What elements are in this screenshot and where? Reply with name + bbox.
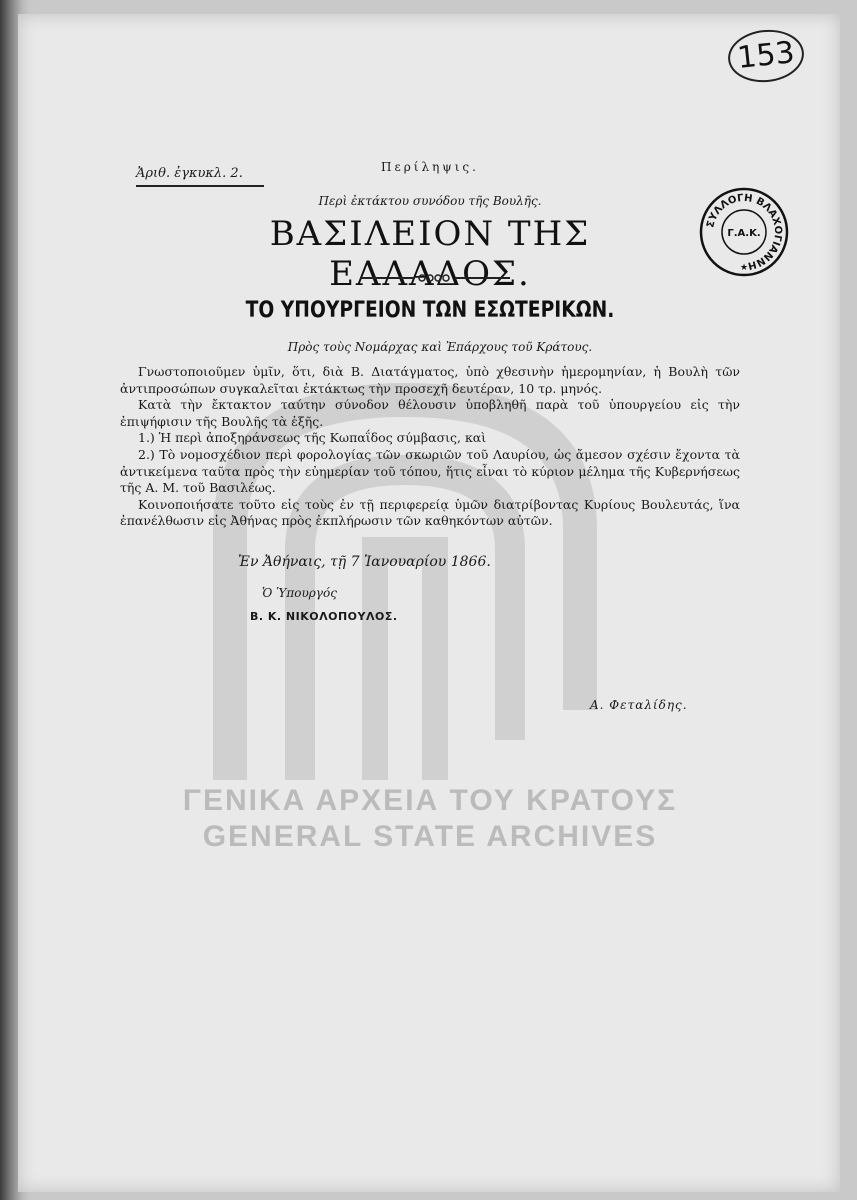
kingdom-title: ΒΑΣΙΛΕΙΟΝ ΤΗΣ ΕΛΛΑΔΟΣ.	[269, 214, 591, 294]
dateline: Ἐν Ἀθήναις, τῇ 7 Ἰανουαρίου 1866.	[238, 554, 491, 570]
watermark-english: GENERAL STATE ARCHIVES	[202, 820, 658, 853]
ministry-title: ΤΟ ΥΠΟΥΡΓΕΙΟΝ ΤΩΝ ΕΣΩΤΕΡΙΚΩΝ.	[245, 298, 615, 323]
summary-heading: Περίληψις.	[381, 160, 479, 174]
archive-stamp	[698, 186, 790, 278]
stamp-ring-text: ΣΥΛΛΟΓΗ ΒΛΑΧΟΓΙΑΝΝΗ	[705, 192, 784, 271]
minister-title: Ὁ Ὑπουργός	[262, 586, 337, 600]
summary-text: Περὶ ἐκτάκτου συνόδου τῆς Βουλῆς.	[318, 194, 542, 208]
watermark-greek: ΓΕΝΙΚΑ ΑΡΧΕΙΑ ΤΟΥ ΚΡΑΤΟΥΣ	[182, 784, 678, 817]
circular-number: Ἀριθ. ἐγκυκλ. 2.	[136, 166, 264, 187]
page-number-mark: 153	[725, 26, 806, 86]
divider-ornament	[360, 269, 510, 287]
addressee-line: Πρὸς τοὺς Νομάρχας καὶ Ἐπάρχους τοῦ Κράτους.	[287, 340, 593, 354]
body-paragraph-1: Γνωστοποιοῦμεν ὑμῖν, ὅτι, διὰ Β. Διατάγματος, ὑπὸ χθεσινὴν ἡμερομηνίαν, ἡ Βουλὴ τῶν ἀντιπροσώπων συγκαλεῖται ἐκτάκτως τὴν προσεχῆ δευτέραν, 10 τρ. μηνός.	[120, 364, 740, 396]
stamp-star-icon: ★	[739, 263, 749, 273]
body-paragraph-3: Κοινοποιήσατε τοῦτο εἰς τοὺς ἐν τῇ περιφερείᾳ ὑμῶν διατρίβοντας Κυρίους Βουλευτάς, ἵνα ἐπανέλθωσιν εἰς Ἀθήνας πρὸς ἐκπλήρωσιν τῶν καθηκόντων αὐτῶν.	[120, 496, 740, 529]
circular-body	[120, 364, 740, 530]
stamp-center-text: Γ.Α.Κ.	[727, 228, 761, 239]
body-item-2: 2.) Τὸ νομοσχέδιον περὶ φορολογίας τῶν σκωριῶν τοῦ Λαυρίου, ὡς ἄμεσον σχέσιν ἔχοντα τὰ ἀντικείμενα ταῦτα πρὸς τὴν εὐημερίαν τοῦ τόπου, ἥτις εἶναι τὸ κύριον μέλημα τῆς Κυβερνήσεως τῆς Α. Μ. τοῦ Βασιλέως.	[120, 446, 740, 496]
body-item-1: 1.) Ἡ περὶ ἀποξηράνσεως τῆς Κωπαΐδος σύμβασις, καὶ	[138, 430, 487, 446]
body-paragraph-2: Κατὰ τὴν ἔκτακτον ταύτην σύνοδον θέλουσιν ὑποβληθῆ παρὰ τοῦ ὑπουργείου εἰς τὴν ἐπιψήφισιν τῆς Βουλῆς τὰ ἑξῆς.	[120, 397, 740, 429]
minister-name: Β. Κ. ΝΙΚΟΛΟΠΟΥΛΟΣ.	[250, 610, 398, 623]
watermark-pillar	[375, 550, 435, 780]
signer-name: Α. Φεταλίδης.	[590, 698, 688, 712]
